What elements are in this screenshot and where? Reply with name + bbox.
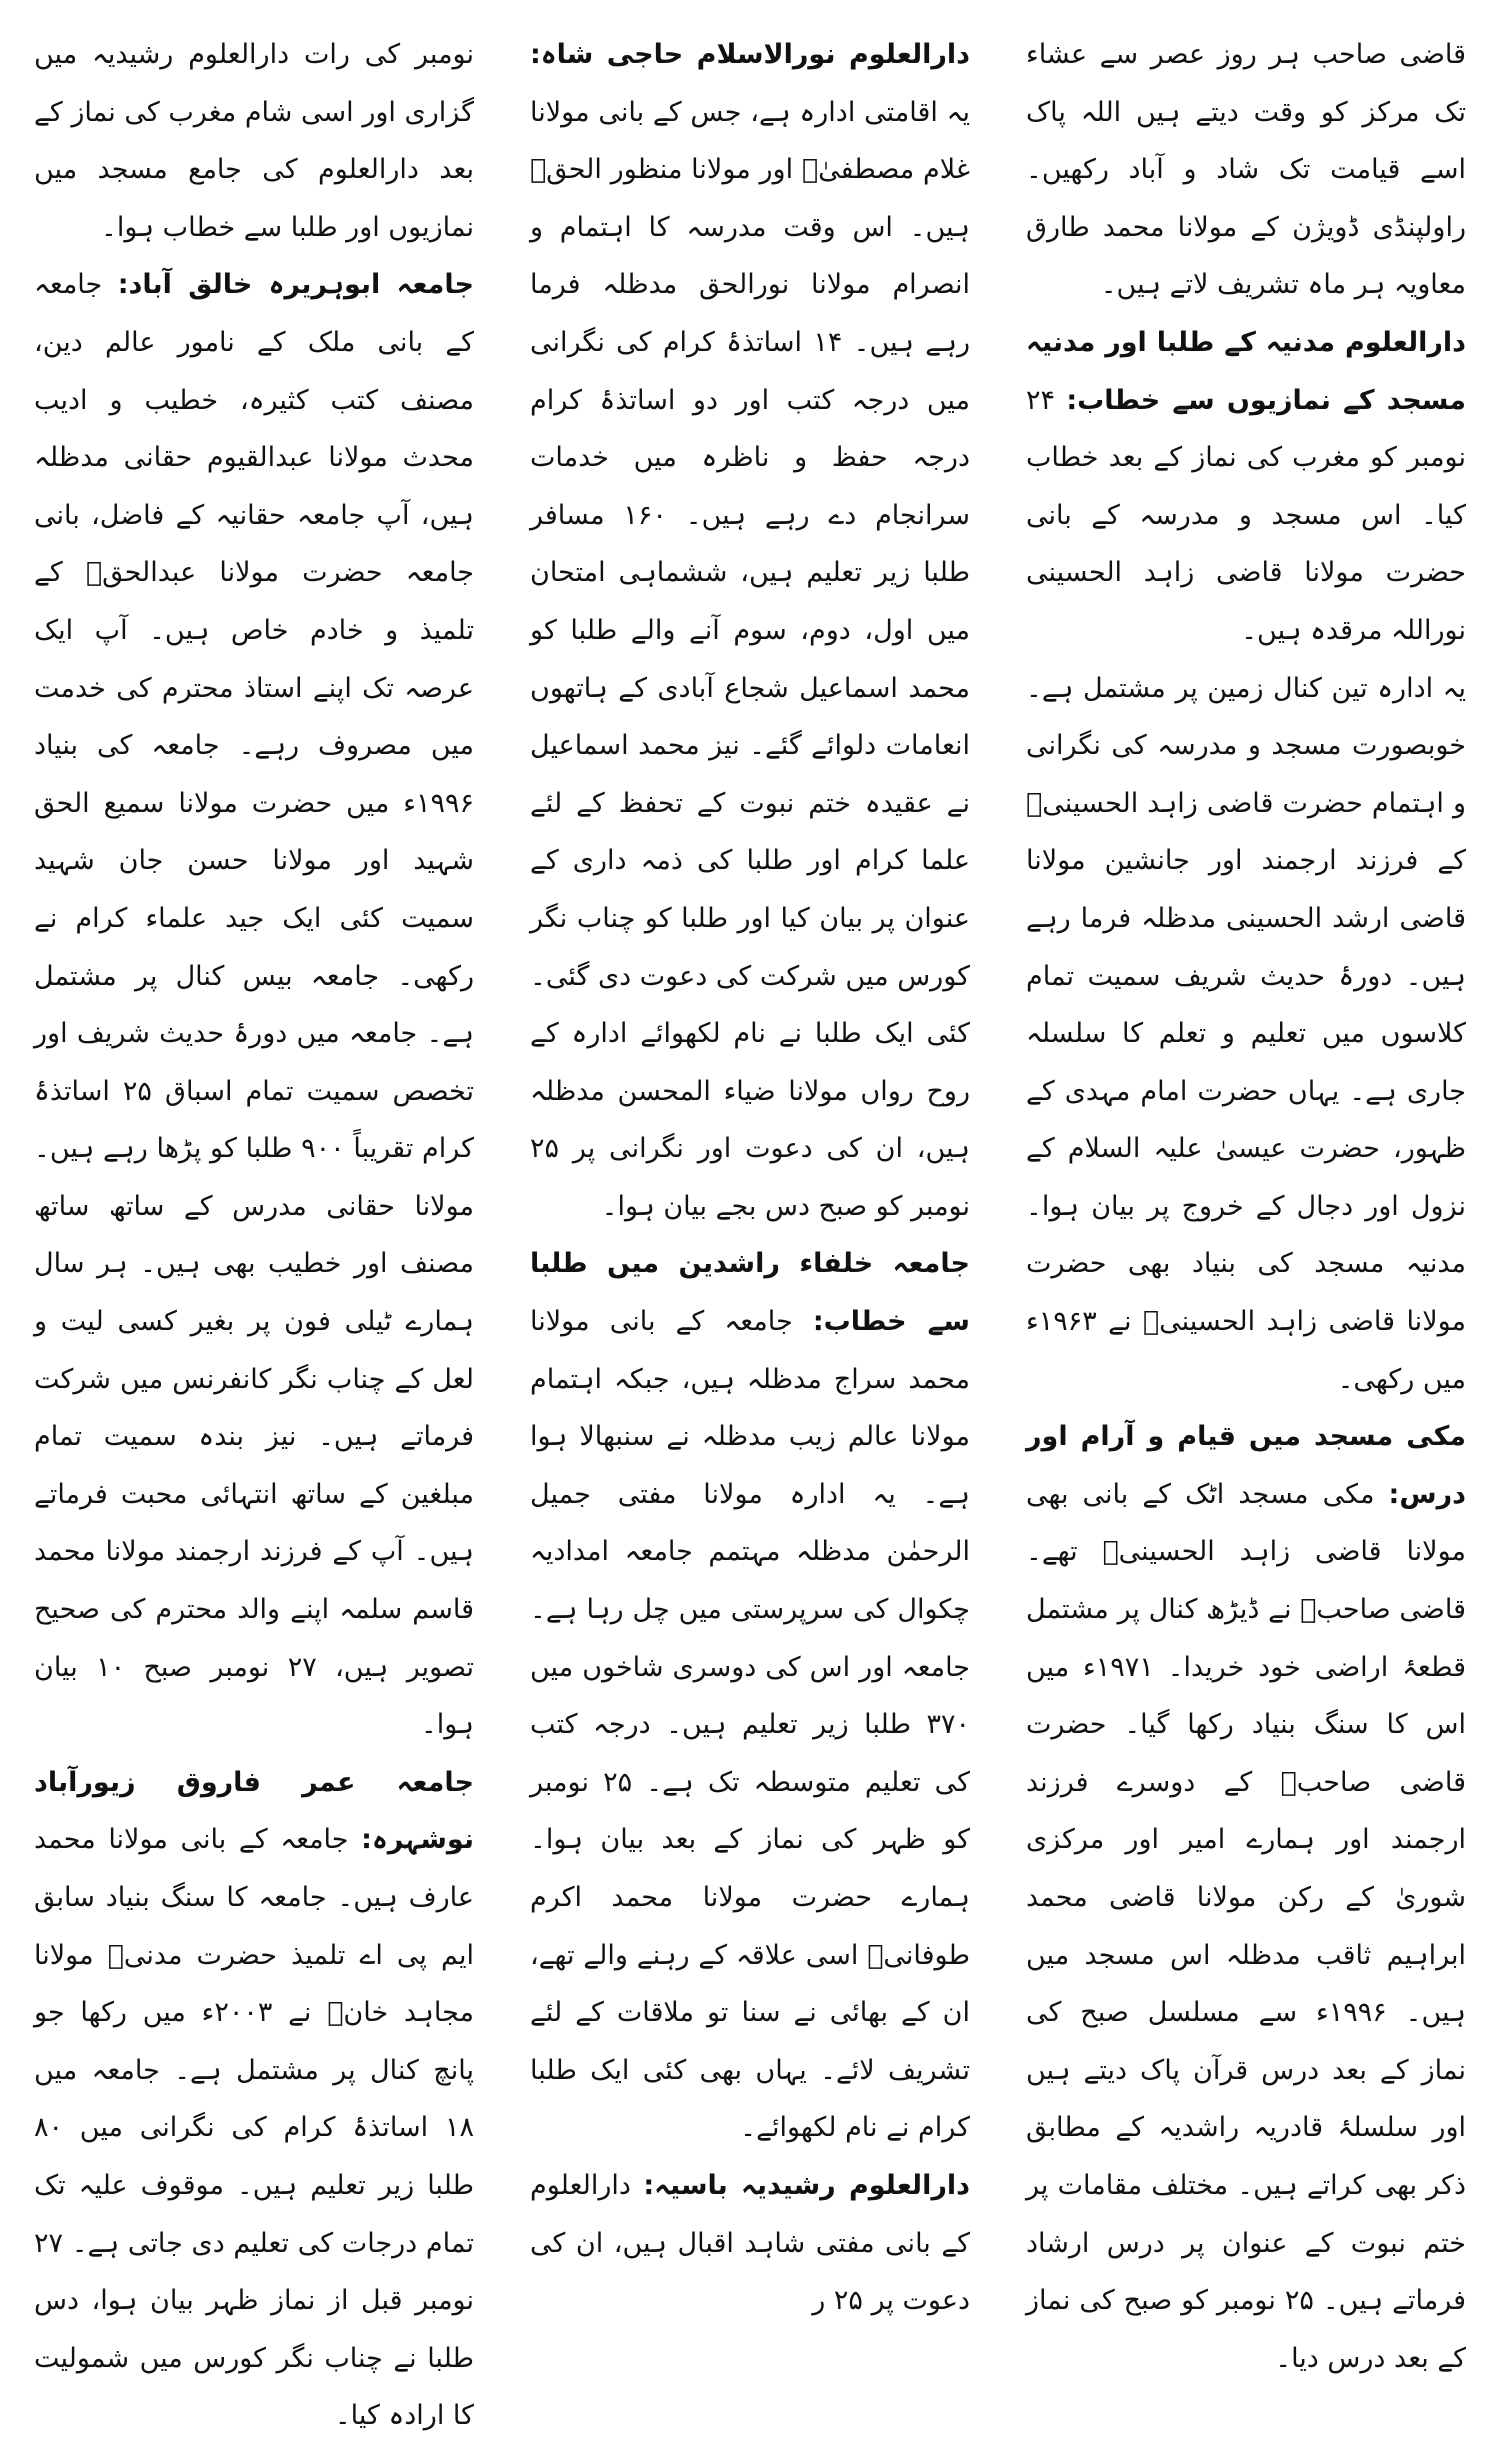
section-heading: دارالعلوم نورالاسلام حاجی شاہ: — [530, 39, 970, 70]
section-heading: جامعہ عمر فاروق زیورآباد نوشہرہ: — [34, 1766, 474, 1856]
paragraph-text: ۲۴ نومبر کو مغرب کی نماز کے بعد خطاب کیا۔ اس مسجد و مدرسہ کے بانی حضرت مولانا قاضی زاہد الحسینی نوراللہ مرقدہ ہیں۔ — [1026, 384, 1466, 646]
column-right — [1026, 26, 1466, 2374]
section-paragraph — [34, 1754, 474, 2445]
section-paragraph — [1026, 1408, 1466, 2387]
column-left — [34, 26, 474, 2432]
section-paragraph — [530, 1235, 970, 2157]
paragraph — [1026, 660, 1466, 1409]
section-heading: جامعہ ابوہریرہ خالق آباد: — [117, 269, 474, 301]
paragraph-text: مکی مسجد اٹک کے بانی بھی مولانا قاضی زاہد الحسینیؒ تھے۔ قاضی صاحبؒ نے ڈیڑھ کنال پر مشتمل قطعۂ اراضی خود خریدا۔ ۱۹۷۱ء میں اس کا سنگ بنیاد رکھا گیا۔ حضرت قاضی صاحبؒ کے دوسرے فرزند ارجمند اور ہمارے امیر اور مرکزی شوریٰ کے رکن مولانا قاضی محمد ابراہیم ثاقب مدظلہ اس مسجد میں ہیں۔ ۱۹۹۶ء سے مسلسل صبح کی نماز کے بعد درس قرآن پاک دیتے ہیں اور سلسلۂ قادریہ راشدیہ کے مطابق ذکر بھی کراتے ہیں۔ مختلف مقامات پر ختم نبوت کے عنوان پر درس ارشاد فرماتے ہیں۔ ۲۵ نومبر کو صبح کی نماز کے بعد درس دیا۔ — [1026, 1478, 1466, 2374]
paragraph-text: یہ ادارہ تین کنال زمین پر مشتمل ہے۔ خوبصورت مسجد و مدرسہ کی نگرانی و اہتمام حضرت قاضی زاہد الحسینیؒ کے فرزند ارجمند اور جانشین مولانا قاضی ارشد الحسینی مدظلہ فرما رہے ہیں۔ دورۂ حدیث شریف سمیت تمام کلاسوں میں تعلیم و تعلم کا سلسلہ جاری ہے۔ یہاں حضرت امام مہدی کے ظہور، حضرت عیسیٰ علیہ السلام کے نزول اور دجال کے خروج پر بیان ہوا۔ مدنیہ مسجد کی بنیاد بھی حضرت مولانا قاضی زاہد الحسینیؒ نے ۱۹۶۳ء میں رکھی۔ — [1026, 672, 1466, 1395]
paragraph — [1026, 26, 1466, 314]
paragraph-text: قاضی صاحب ہر روز عصر سے عشاء تک مرکز کو وقت دیتے ہیں اللہ پاک اسے قیامت تک شاد و آباد رکھیں۔ راولپنڈی ڈویژن کے مولانا محمد طارق معاویہ ہر ماہ تشریف لاتے ہیں۔ — [1026, 39, 1466, 301]
section-heading: دارالعلوم مدنیہ کے طلبا اور مدنیہ مسجد کے نمازیوں سے خطاب: — [1026, 326, 1466, 416]
section-paragraph — [530, 26, 970, 1235]
paragraph-text: یہ اقامتی ادارہ ہے، جس کے بانی مولانا غلام مصطفیٰؒ اور مولانا منظور الحقؒ ہیں۔ اس وقت مدرسہ کا اہتمام و انصرام مولانا نورالحق مدظلہ فرما رہے ہیں۔ ۱۴ اساتذۂ کرام کی نگرانی میں درجہ کتب اور دو اساتذۂ کرام درجہ حفظ و ناظرہ میں خدمات سرانجام دے رہے ہیں۔ ۱۶۰ مسافر طلبا زیر تعلیم ہیں، ششماہی امتحان میں اول، دوم، سوم آنے والے طلبا کو محمد اسماعیل شجاع آبادی کے ہاتھوں انعامات دلوائے گئے۔ نیز محمد اسماعیل نے عقیدہ ختم نبوت کے تحفظ کے لئے علما کرام اور طلبا کی ذمہ داری کے عنوان پر بیان کیا اور طلبا کو چناب نگر کورس میں شرکت کی دعوت دی گئی۔ کئی ایک طلبا نے نام لکھوائے ادارہ کے روح رواں مولانا ضیاء المحسن مدظلہ ہیں، ان کی دعوت اور نگرانی پر ۲۵ نومبر کو صبح دس بجے بیان ہوا۔ — [530, 96, 970, 1222]
paragraph — [34, 26, 474, 256]
column-middle — [530, 26, 970, 2317]
section-paragraph — [1026, 314, 1466, 660]
paragraph-text: جامعہ کے بانی مولانا محمد سراج مدظلہ ہیں، جبکہ اہتمام مولانا عالم زیب مدظلہ نے سنبھالا ہوا ہے۔ یہ ادارہ مولانا مفتی جمیل الرحمٰن مدظلہ مہتمم جامعہ امدادیہ چکوال کی سرپرستی میں چل رہا ہے۔ جامعہ اور اس کی دوسری شاخوں میں ۳۷۰ طلبا زیر تعلیم ہیں۔ درجہ کتب کی تعلیم متوسطہ تک ہے۔ ۲۵ نومبر کو ظہر کی نماز کے بعد بیان ہوا۔ ہمارے حضرت مولانا محمد اکرم طوفانیؒ اسی علاقہ کے رہنے والے تھے، ان کے بھائی نے سنا تو ملاقات کے لئے تشریف لائے۔ یہاں بھی کئی ایک طلبا کرام نے نام لکھوائے۔ — [530, 1306, 970, 2144]
section-paragraph — [530, 2157, 970, 2330]
section-heading: دارالعلوم رشیدیہ باسیہ: — [643, 2169, 970, 2201]
section-heading: جامعہ خلفاء راشدین میں طلبا سے خطاب: — [530, 1248, 970, 1338]
paragraph-text: جامعہ کے بانی مولانا محمد عارف ہیں۔ جامعہ کا سنگ بنیاد سابق ایم پی اے تلمیذ حضرت مدنیؒ مولانا مجاہد خانؒ نے ۲۰۰۳ء میں رکھا جو پانچ کنال پر مشتمل ہے۔ جامعہ میں ۱۸ اساتذۂ کرام کی نگرانی میں ۸۰ طلبا زیر تعلیم ہیں۔ موقوف علیہ تک تمام درجات کی تعلیم دی جاتی ہے۔ ۲۷ نومبر قبل از نماز ظہر بیان ہوا، دس طلبا نے چناب نگر کورس میں شمولیت کا ارادہ کیا۔ — [34, 1824, 474, 2432]
section-heading: مکی مسجد میں قیام و آرام اور درس: — [1026, 1421, 1466, 1510]
paragraph-text: دارالعلوم کے بانی مفتی شاہد اقبال ہیں، ان کی دعوت پر ۲۵ ر — [530, 2169, 970, 2317]
paragraph-text: نومبر کی رات دارالعلوم رشیدیہ میں گزاری اور اسی شام مغرب کی نماز کے بعد دارالعلوم کی جامع مسجد میں نمازیوں اور طلبا سے خطاب ہوا۔ — [34, 39, 474, 243]
paragraph-text: جامعہ کے بانی ملک کے نامور عالم دین، مصنف کتب کثیرہ، خطیب و ادیب محدث مولانا عبدالقیوم حقانی مدظلہ ہیں، آپ جامعہ حقانیہ کے فاضل، بانی جامعہ حضرت مولانا عبدالحقؒ کے تلمیذ و خادم خاص ہیں۔ آپ ایک عرصہ تک اپنے استاذ محترم کی خدمت میں مصروف رہے۔ جامعہ کی بنیاد ۱۹۹۶ء میں حضرت مولانا سمیع الحق شہید اور مولانا حسن جان شہید سمیت کئی ایک جید علماء کرام نے رکھی۔ جامعہ بیس کنال پر مشتمل ہے۔ جامعہ میں دورۂ حدیث شریف اور تخصص سمیت تمام اسباق ۲۵ اساتذۂ کرام تقریباً ۹۰۰ طلبا کو پڑھا رہے ہیں۔ مولانا حقانی مدرس کے ساتھ ساتھ مصنف اور خطیب بھی ہیں۔ ہر سال ہمارے ٹیلی فون پر بغیر کسی لیت و لعل کے چناب نگر کانفرنس میں شرکت فرماتے ہیں۔ نیز بندہ سمیت تمام مبلغین کے ساتھ انتہائی محبت فرماتے ہیں۔ آپ کے فرزند ارجمند مولانا محمد قاسم سلمہ اپنے والد محترم کی صحیح تصویر ہیں، ۲۷ نومبر صبح ۱۰ بیان ہوا۔ — [34, 269, 474, 1741]
section-paragraph — [34, 256, 474, 1753]
